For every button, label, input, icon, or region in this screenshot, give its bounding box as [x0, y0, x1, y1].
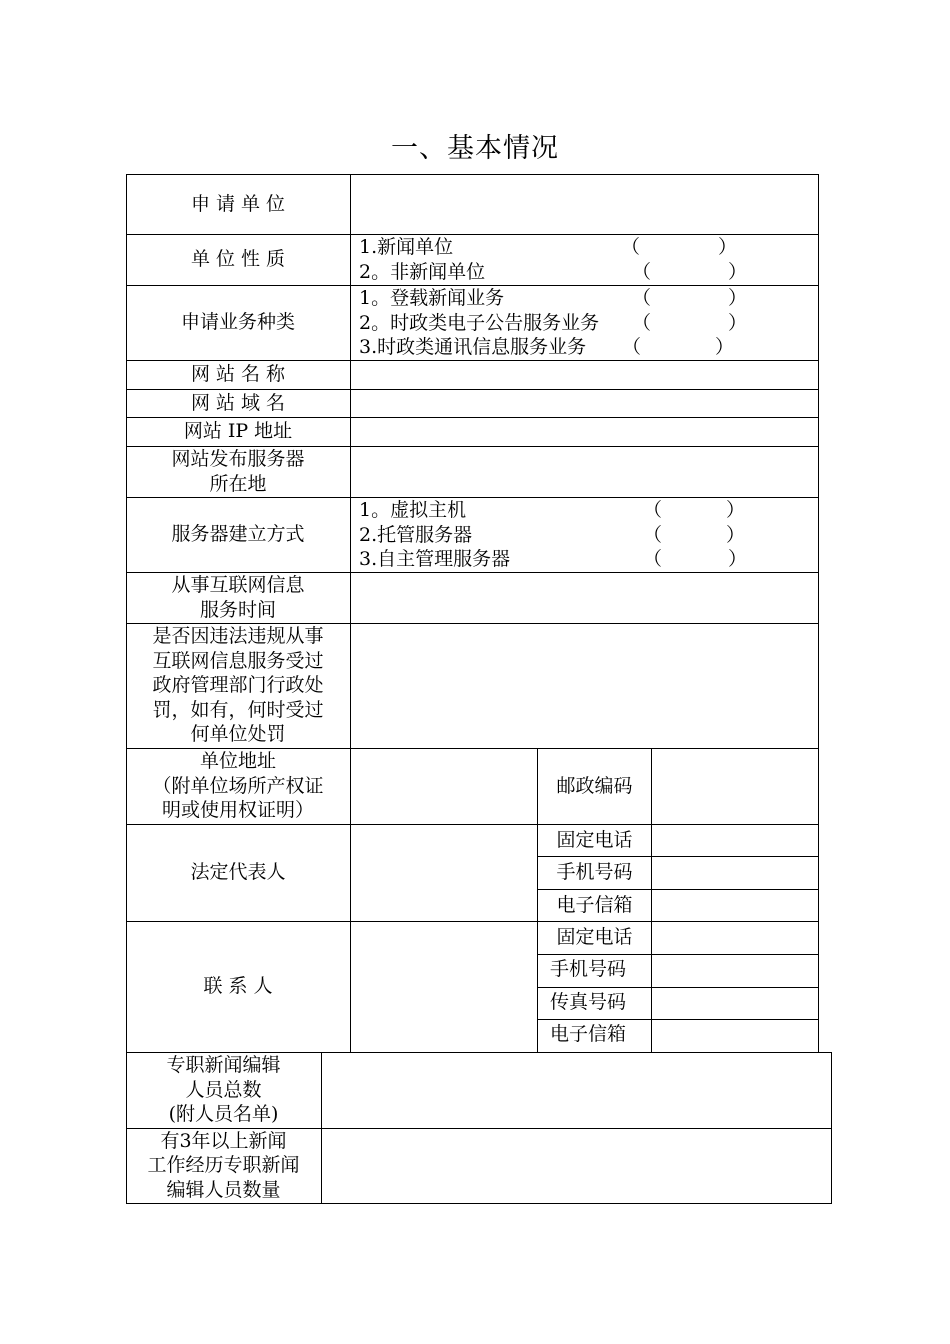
checkbox-open-paren: （ [621, 236, 641, 258]
checkbox-open-paren: （ [643, 548, 663, 570]
site-ip-field[interactable] [351, 417, 818, 446]
penalty-label: 是否因违法违规从事 互联网信息服务受过 政府管理部门行政处 罚，如有，何时受过 何单位处罚 [152, 625, 324, 746]
business-type-label: 申请业务种类 [180, 311, 295, 334]
legal-rep-phone-field[interactable] [652, 824, 818, 856]
checkbox-close-paren: ） [726, 499, 746, 521]
checkbox-close-paren: ） [728, 312, 748, 334]
unit-nature-option: 2。非新闻单位 [359, 261, 486, 283]
contact-mobile-label: 手机号码 [549, 958, 626, 981]
contact-label: 联 系 人 [203, 975, 273, 998]
site-domain-label: 网 站 域 名 [190, 391, 286, 414]
site-ip-label: 网站 IP 地址 [183, 420, 293, 443]
editor-total-label: 专职新闻编辑 人员总数 (附人员名单) [166, 1054, 281, 1126]
server-method-option: 2.托管服务器 [359, 524, 473, 546]
unit-nature-label: 单 位 性 质 [190, 248, 286, 271]
server-method-label: 服务器建立方式 [171, 523, 305, 546]
postal-code-field[interactable] [652, 748, 818, 824]
applicant-unit-field[interactable] [351, 174, 818, 234]
contact-mobile-field[interactable] [652, 954, 818, 987]
penalty-field[interactable] [351, 623, 818, 748]
server-location-label: 网站发布服务器 所在地 [171, 448, 305, 495]
business-type-option: 1。登载新闻业务 [359, 287, 505, 309]
server-location-field[interactable] [351, 446, 818, 497]
legal-rep-email-label: 电子信箱 [556, 893, 633, 916]
business-type-option: 2。时政类电子公告服务业务 [359, 312, 600, 334]
checkbox-open-paren: （ [632, 261, 652, 283]
contact-phone-field[interactable] [652, 921, 818, 954]
contact-phone-label: 固定电话 [556, 926, 633, 949]
site-domain-field[interactable] [351, 389, 818, 417]
contact-email-field[interactable] [652, 1019, 818, 1052]
contact-email-label: 电子信箱 [549, 1023, 626, 1046]
checkbox-open-paren: （ [632, 312, 652, 334]
postal-code-label: 邮政编码 [556, 774, 633, 797]
page-title: 一、基本情况 [391, 133, 559, 164]
service-time-field[interactable] [351, 572, 818, 623]
legal-rep-phone-label: 固定电话 [556, 828, 633, 851]
site-name-field[interactable] [351, 360, 818, 389]
checkbox-close-paren: ） [726, 524, 746, 546]
legal-rep-label: 法定代表人 [190, 861, 286, 884]
unit-nature-option: 1.新闻单位 [359, 236, 454, 258]
site-name-label: 网 站 名 称 [190, 363, 286, 386]
legal-rep-mobile-label: 手机号码 [556, 861, 633, 884]
checkbox-open-paren: （ [632, 287, 652, 309]
legal-rep-field[interactable] [351, 824, 537, 921]
legal-rep-email-field[interactable] [652, 889, 818, 921]
applicant-unit-label: 申 请 单 位 [190, 192, 286, 215]
server-method-option: 3.自主管理服务器 [359, 548, 511, 570]
editor-total-field[interactable] [322, 1052, 831, 1128]
experienced-editors-label: 有3年以上新闻 工作经历专职新闻 编辑人员数量 [147, 1129, 300, 1201]
server-method-option: 1。虚拟主机 [359, 499, 467, 521]
service-time-label: 从事互联网信息 服务时间 [171, 574, 305, 621]
experienced-editors-field[interactable] [322, 1128, 831, 1203]
legal-rep-mobile-field[interactable] [652, 856, 818, 889]
checkbox-close-paren: ） [728, 261, 748, 283]
checkbox-open-paren: （ [643, 524, 663, 546]
unit-address-field[interactable] [351, 748, 537, 824]
contact-fax-field[interactable] [652, 987, 818, 1019]
checkbox-close-paren: ） [728, 548, 748, 570]
checkbox-close-paren: ） [718, 236, 738, 258]
checkbox-open-paren: （ [643, 499, 663, 521]
business-type-option: 3.时政类通讯信息服务业务 [359, 336, 587, 358]
contact-field[interactable] [351, 921, 537, 1052]
checkbox-open-paren: （ [622, 336, 642, 358]
checkbox-close-paren: ） [728, 287, 748, 309]
unit-address-label: 单位地址 （附单位场所产权证 明或使用权证明） [152, 750, 324, 822]
checkbox-close-paren: ） [715, 336, 735, 358]
contact-fax-label: 传真号码 [549, 991, 626, 1014]
